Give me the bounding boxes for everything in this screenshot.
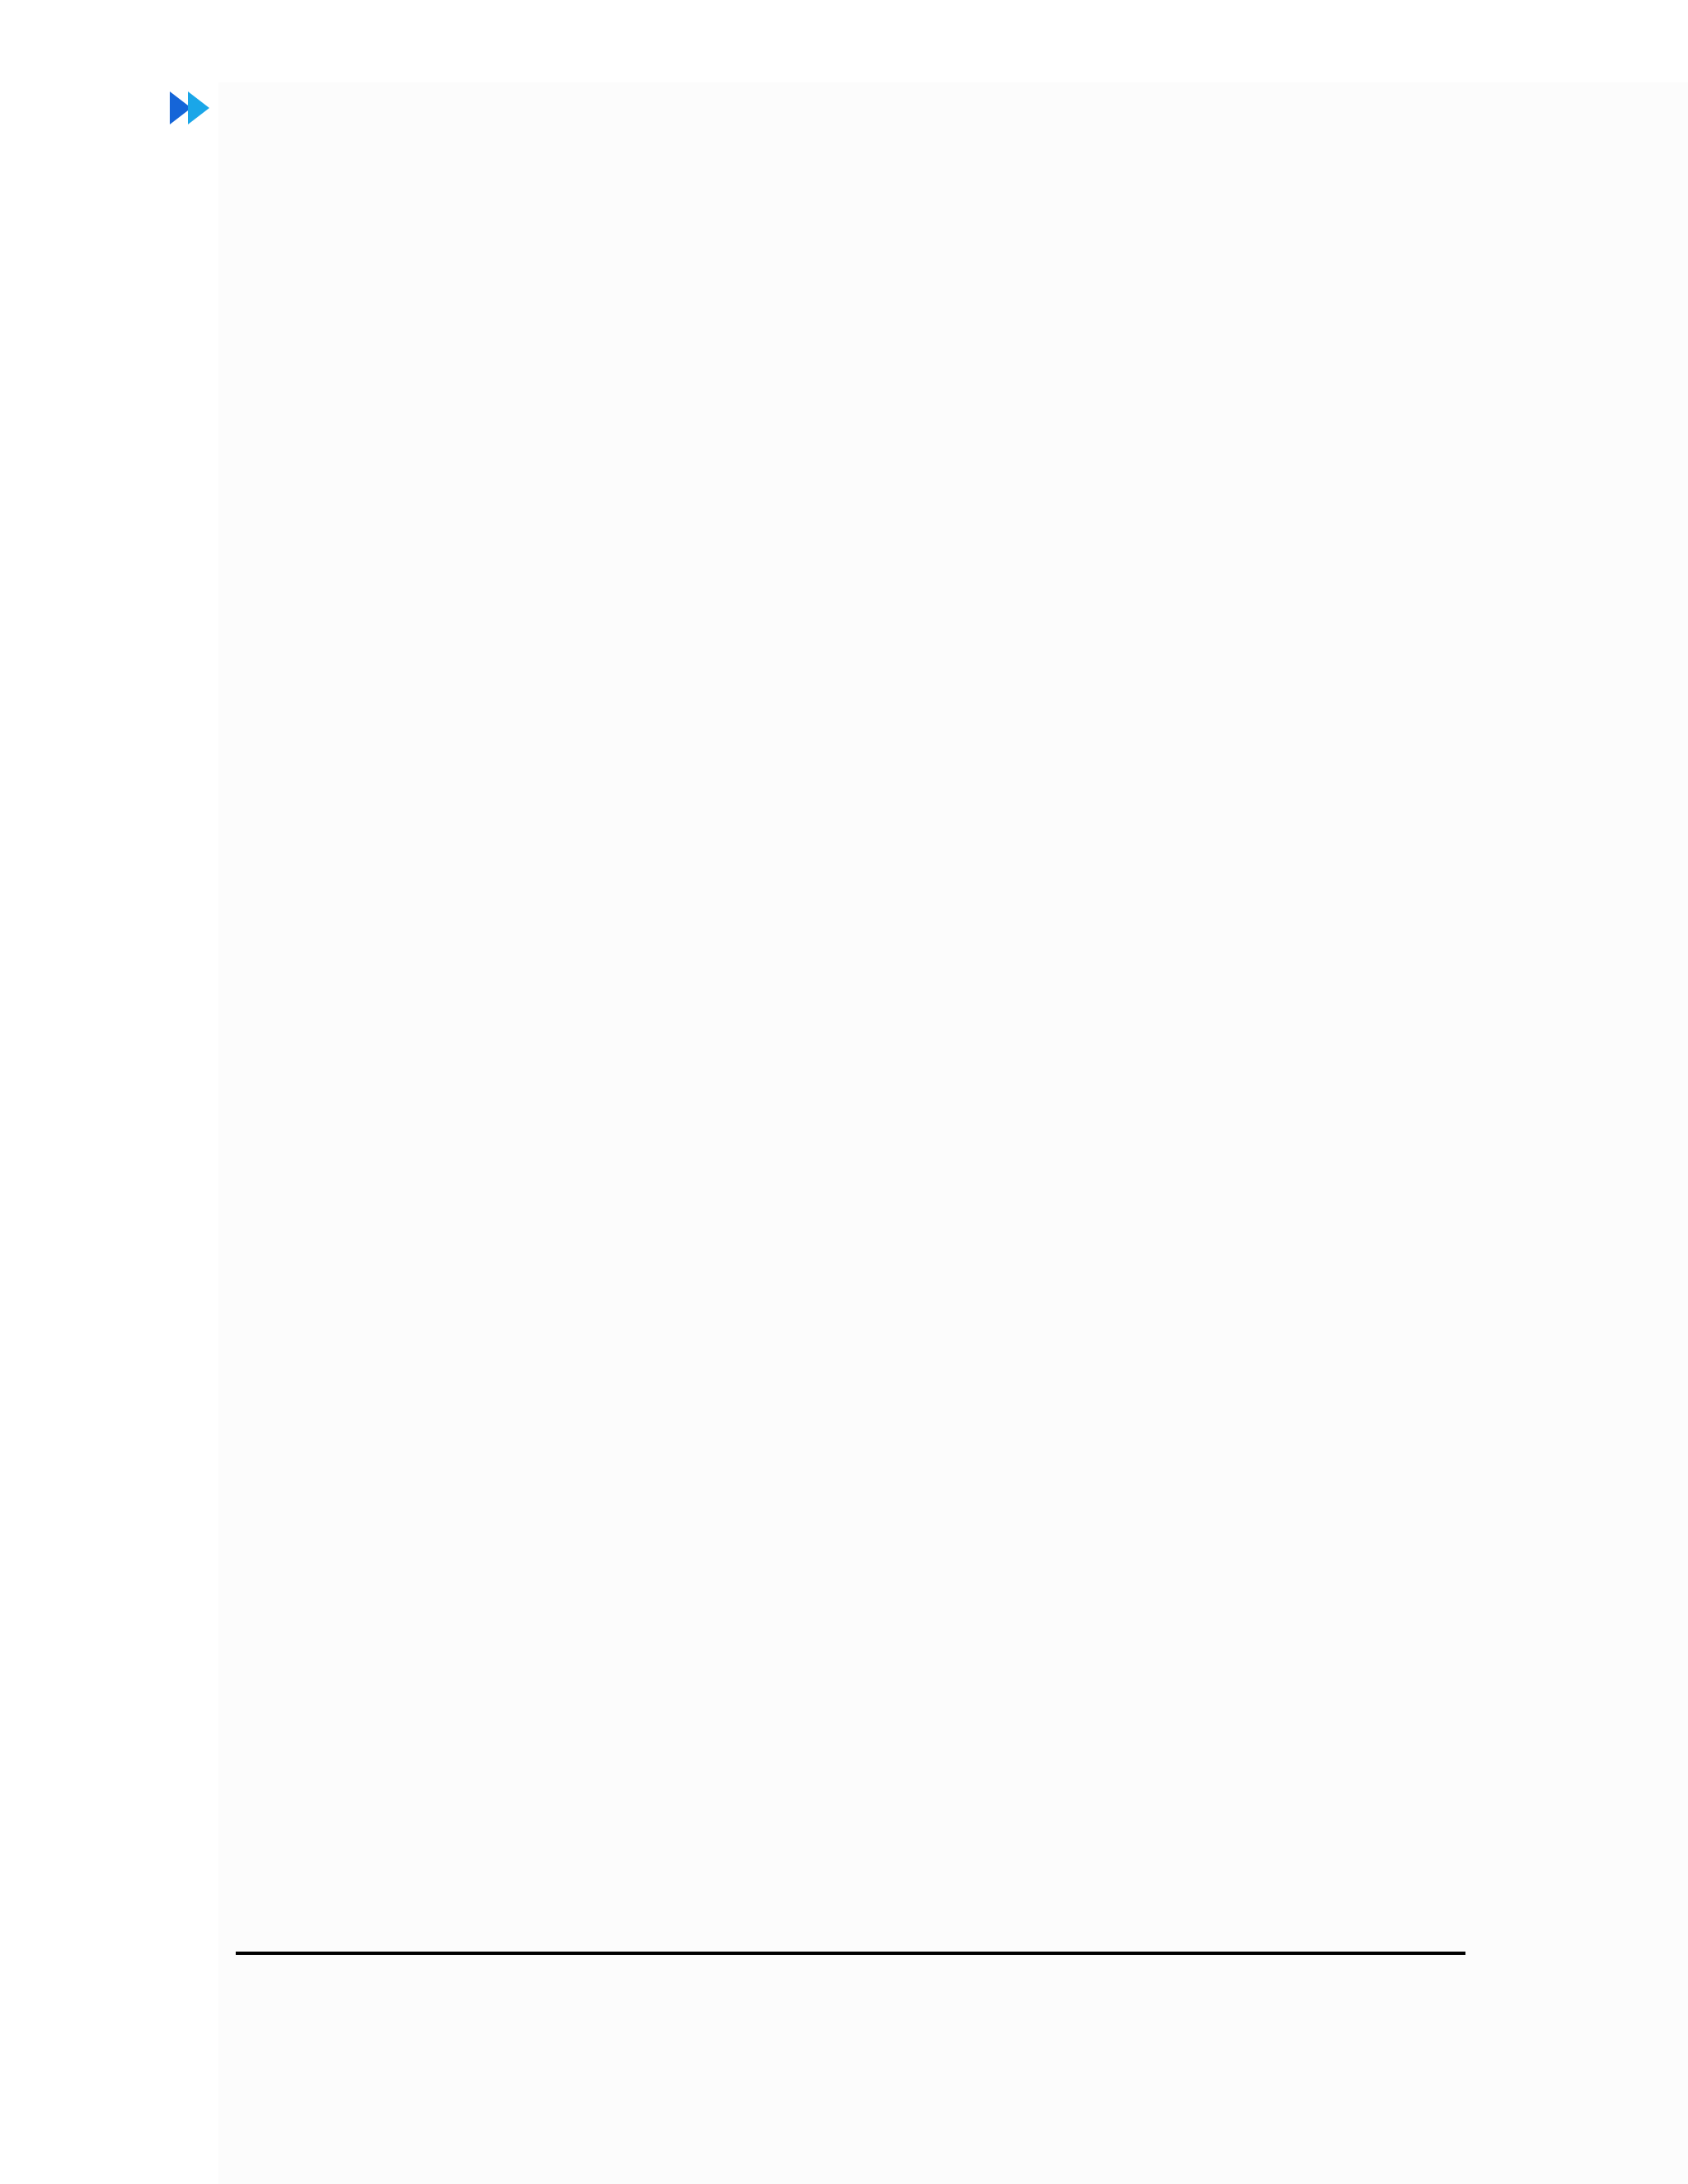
running-header [170,87,239,129]
footer-rule [236,1952,1465,1955]
double-arrow-icon [170,90,223,126]
page-background [218,82,1688,2184]
